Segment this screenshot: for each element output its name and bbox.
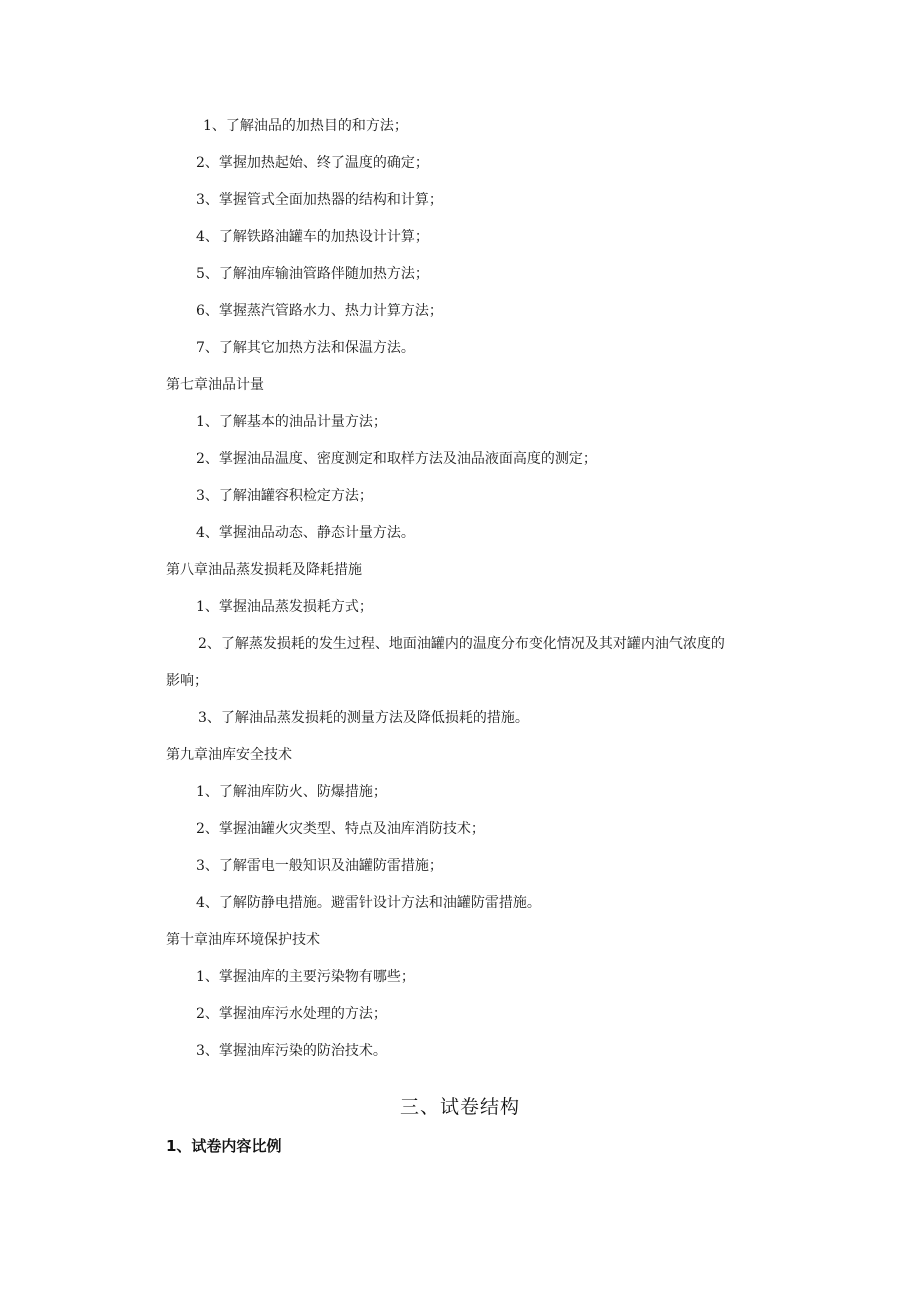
ch7-heading: 第七章油品计量	[166, 377, 264, 393]
ch10-item-3: 3、掌握油库污染的防治技术。	[196, 1043, 387, 1059]
ch6-item-5: 5、了解油库输油管路伴随加热方法；	[196, 266, 429, 282]
ch7-item-1: 1、了解基本的油品计量方法；	[196, 414, 387, 430]
ch6-item-6: 6、掌握蒸汽管路水力、热力计算方法；	[196, 303, 443, 319]
ch8-item-2-line2: 影响；	[166, 673, 208, 689]
ch9-heading: 第九章油库安全技术	[166, 747, 292, 763]
ch6-item-2: 2、掌握加热起始、终了温度的确定；	[196, 155, 429, 171]
section-subtitle: 1、试卷内容比例	[166, 1137, 282, 1155]
ch6-item-3: 3、掌握管式全面加热器的结构和计算；	[196, 192, 443, 208]
ch9-item-1: 1、了解油库防火、防爆措施；	[196, 784, 387, 800]
ch7-item-2: 2、掌握油品温度、密度测定和取样方法及油品液面高度的测定；	[196, 451, 597, 467]
ch7-item-4: 4、掌握油品动态、静态计量方法。	[196, 525, 415, 541]
ch8-item-3: 3、了解油品蒸发损耗的测量方法及降低损耗的措施。	[198, 710, 529, 726]
ch6-item-1: 1、了解油品的加热目的和方法；	[203, 118, 408, 134]
ch6-item-4: 4、了解铁路油罐车的加热设计计算；	[196, 229, 429, 245]
ch8-item-2-line1: 2、了解蒸发损耗的发生过程、地面油罐内的温度分布变化情况及其对罐内油气浓度的	[198, 636, 725, 652]
ch6-item-7: 7、了解其它加热方法和保温方法。	[196, 340, 415, 356]
ch9-item-4: 4、了解防静电措施。避雷针设计方法和油罐防雷措施。	[196, 895, 541, 911]
ch8-heading: 第八章油品蒸发损耗及降耗措施	[166, 562, 362, 578]
section-title: 三、试卷结构	[399, 1096, 520, 1118]
ch7-item-3: 3、了解油罐容积检定方法；	[196, 488, 373, 504]
ch8-item-1: 1、掌握油品蒸发损耗方式；	[196, 599, 373, 615]
ch10-item-2: 2、掌握油库污水处理的方法；	[196, 1006, 387, 1022]
ch10-heading: 第十章油库环境保护技术	[166, 932, 320, 948]
ch10-item-1: 1、掌握油库的主要污染物有哪些；	[196, 969, 415, 985]
ch9-item-2: 2、掌握油罐火灾类型、特点及油库消防技术；	[196, 821, 485, 837]
ch9-item-3: 3、了解雷电一般知识及油罐防雷措施；	[196, 858, 443, 874]
